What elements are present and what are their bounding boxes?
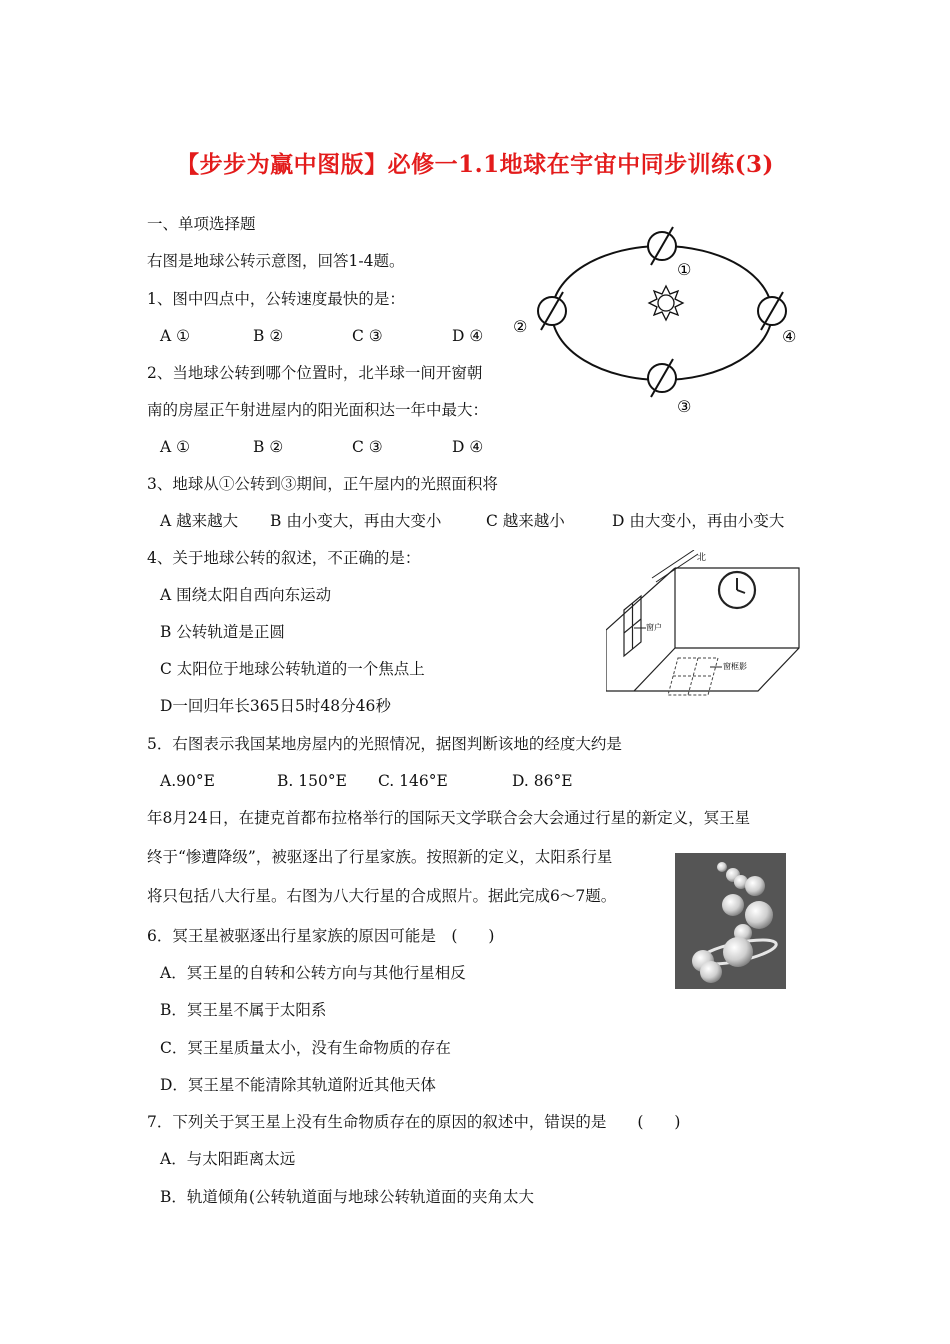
q4-option-a: A 围绕太阳自西向东运动 [160, 586, 332, 604]
page-title: 【步步为赢中图版】必修一1.1地球在宇宙中同步训练(3) [176, 151, 774, 178]
q1-option-a: A ① [160, 327, 191, 345]
planets-photo [675, 853, 786, 989]
q6-option-a: A．冥王星的自转和公转方向与其他行星相反 [160, 964, 466, 982]
passage-line3: 将只包括八大行星。右图为八大行星的合成照片。据此完成6～7题。 [147, 887, 617, 905]
q1-option-b: B ② [253, 327, 284, 345]
q7-option-b: B．轨道倾角(公转轨道面与地球公转轨道面的夹角太大 [160, 1188, 534, 1206]
q1-option-d: D ④ [452, 327, 484, 345]
q3-stem: 3、地球从①公转到③期间，正午屋内的光照面积将 [147, 475, 498, 493]
q2-stem-line1: 2、当地球公转到哪个位置时，北半球一间开窗朝 [147, 364, 483, 382]
q2-option-d: D ④ [452, 438, 484, 456]
q5-option-a: A.90°E [160, 772, 215, 790]
q2-option-a: A ① [160, 438, 191, 456]
q2-option-b: B ② [253, 438, 284, 456]
passage-line1: 年8月24日，在捷克首都布拉格举行的国际天文学联合会大会通过行星的新定义，冥王星 [147, 809, 751, 827]
sun-icon [649, 286, 683, 320]
planet-icon [745, 876, 765, 896]
q5-stem: 5．右图表示我国某地房屋内的光照情况，据图判断该地的经度大约是 [147, 735, 622, 753]
q4-stem: 4、关于地球公转的叙述，不正确的是： [147, 549, 421, 567]
section-heading: 一、单项选择题 [147, 215, 256, 233]
q3-option-b: B 由小变大，再由大变小 [270, 512, 442, 530]
q3-option-d: D 由大变小，再由小变大 [612, 512, 785, 530]
q5-option-c: C. 146°E [378, 772, 448, 790]
q4-option-d: D一回归年长365日5时48分46秒 [160, 697, 391, 715]
orbit-label-3: ③ [677, 397, 692, 416]
q1-stem: 1、图中四点中，公转速度最快的是： [147, 290, 405, 308]
earth-position-2-icon [538, 292, 566, 330]
q5-option-b: B. 150°E [277, 772, 347, 790]
q7-stem: 7．下列关于冥王星上没有生命物质存在的原因的叙述中，错误的是 ( ) [147, 1113, 681, 1131]
north-label: 北 [697, 553, 707, 563]
q4-option-c: C 太阳位于地球公转轨道的一个焦点上 [160, 660, 425, 678]
passage-line2: 终于“惨遭降级”，被驱逐出了行星家族。按照新的定义，太阳系行星 [147, 848, 613, 866]
window-label: 窗户 [646, 623, 662, 632]
planet-icon [722, 894, 744, 916]
q7-option-a: A．与太阳距离太远 [160, 1150, 296, 1168]
earth-position-4-icon [758, 292, 786, 330]
orbit-diagram [505, 222, 810, 422]
orbit-label-4: ④ [782, 327, 797, 346]
clock-icon [719, 572, 755, 608]
q6-option-c: C．冥王星质量太小，没有生命物质的存在 [160, 1039, 451, 1057]
q5-option-d: D. 86°E [512, 772, 573, 790]
q6-option-b: B．冥王星不属于太阳系 [160, 1001, 327, 1019]
q1-option-c: C ③ [352, 327, 383, 345]
orbit-label-1: ① [677, 260, 692, 279]
q6-stem: 6．冥王星被驱逐出行星家族的原因可能是 ( ) [147, 927, 495, 945]
shadow-label: 窗框影 [723, 662, 747, 671]
planet-icon [700, 961, 722, 983]
earth-position-1-icon [648, 227, 676, 265]
room-diagram [606, 550, 804, 712]
earth-position-3-icon [648, 359, 676, 397]
planet-icon [717, 862, 727, 872]
q2-stem-line2: 南的房屋正午射进屋内的阳光面积达一年中最大： [147, 401, 489, 419]
q3-option-a: A 越来越大 [160, 512, 239, 530]
q6-option-d: D．冥王星不能清除其轨道附近其他天体 [160, 1076, 436, 1094]
planet-icon [745, 901, 773, 929]
orbit-label-2: ② [513, 317, 528, 336]
q3-option-c: C 越来越小 [486, 512, 565, 530]
q2-option-c: C ③ [352, 438, 383, 456]
intro-q1-4: 右图是地球公转示意图，回答1-4题。 [147, 252, 405, 270]
q4-option-b: B 公转轨道是正圆 [160, 623, 285, 641]
